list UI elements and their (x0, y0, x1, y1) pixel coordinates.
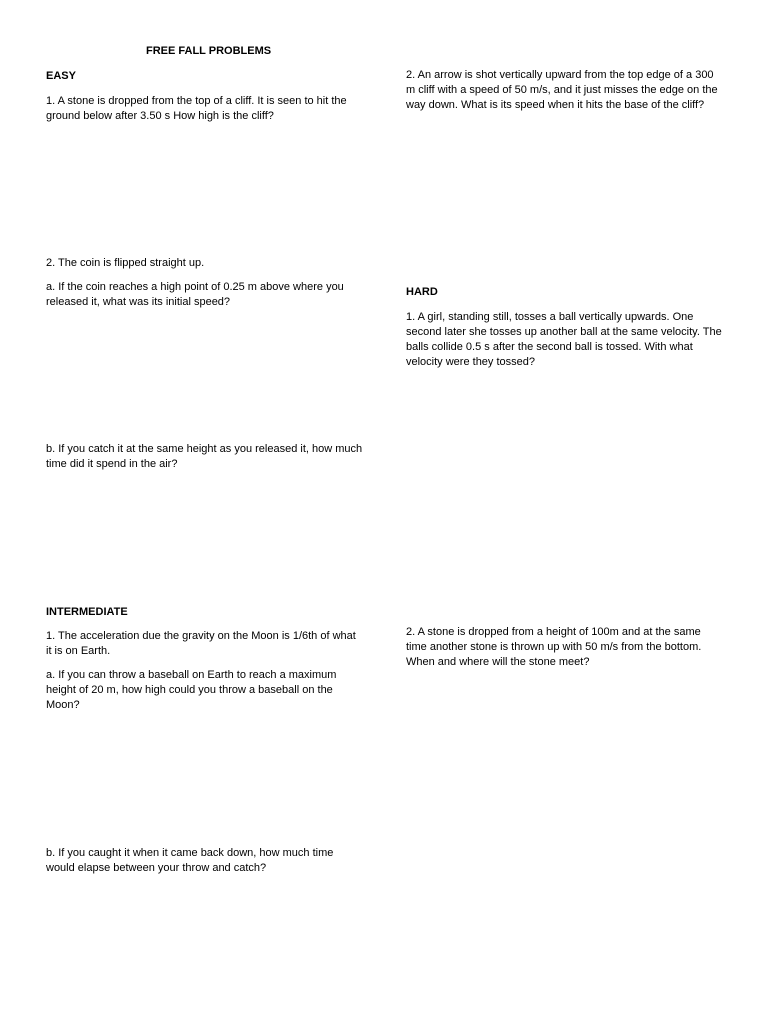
easy-question-2: 2. An arrow is shot vertically upward from the top edge of a 300 m cliff with a speed of 50 m/s, and it just misses the edge on the way down. What is its speed when it hits the base of the cliff? (406, 69, 718, 111)
hard-heading: HARD (406, 286, 438, 298)
easy-heading: EASY (46, 70, 76, 82)
easy-question-1: 1. A stone is dropped from the top of a cliff. It is seen to hit the ground below after 3.50 s How high is the cliff? (46, 95, 347, 122)
intermediate-question-1b: b. If you caught it when it came back down, how much time would elapse between your throw and catch? (46, 847, 334, 874)
document-title: FREE FALL PROBLEMS (146, 45, 272, 57)
coin-question-intro: 2. The coin is flipped straight up. (46, 257, 205, 269)
coin-question-a: a. If the coin reaches a high point of 0.25 m above where you released it, what was its initial speed? (46, 281, 344, 308)
intermediate-question-1-intro: 1. The acceleration due the gravity on the Moon is 1/6th of what it is on Earth. (46, 630, 356, 657)
hard-question-1: 1. A girl, standing still, tosses a ball vertically upwards. One second later she tosses up another ball at the same velocity. The balls collide 0.5 s after the second ball is tossed. With what velocity were they tossed? (406, 311, 722, 368)
intermediate-question-1a: a. If you can throw a baseball on Earth to reach a maximum height of 20 m, how high could you throw a baseball on the Moon? (46, 669, 337, 711)
hard-question-2: 2. A stone is dropped from a height of 100m and at the same time another stone is thrown up with 50 m/s from the bottom. When and where will the stone meet? (406, 626, 702, 668)
intermediate-heading: INTERMEDIATE (46, 606, 128, 618)
coin-question-b: b. If you catch it at the same height as you released it, how much time did it spend in the air? (46, 443, 363, 470)
